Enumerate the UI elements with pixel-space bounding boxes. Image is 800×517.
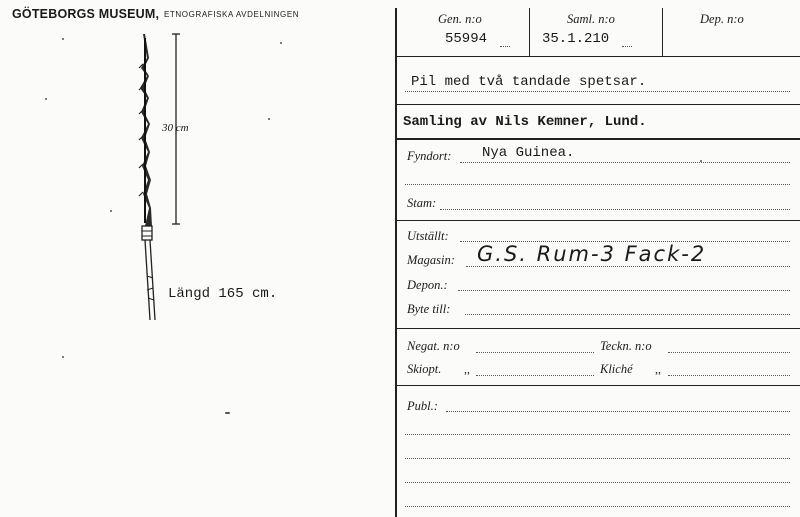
dotted-line <box>405 91 790 92</box>
department-name: ETNOGRAFISKA AVDELNINGEN <box>164 10 300 19</box>
divider <box>529 8 530 56</box>
dotted-line <box>460 162 790 163</box>
paper-speck <box>62 38 64 40</box>
saml-no-value: 35.1.210 <box>542 31 610 47</box>
paper-speck <box>700 160 702 162</box>
dotted-line <box>405 482 790 483</box>
dotted-line <box>622 46 632 47</box>
dotted-line <box>500 46 510 47</box>
divider <box>395 385 800 386</box>
skiopt-ditto: ,, <box>464 362 470 376</box>
dotted-line <box>440 209 790 210</box>
dotted-line <box>668 352 790 353</box>
fyndort-value: Nya Guinea. <box>482 145 575 161</box>
dep-no-label: Dep. n:o <box>700 12 744 26</box>
collection-text: Samling av Nils Kemner, Lund. <box>403 114 647 130</box>
paper-speck <box>62 356 64 358</box>
dotted-line <box>405 434 790 435</box>
magasin-label: Magasin: <box>407 253 455 267</box>
gen-no-label: Gen. n:o <box>438 12 482 26</box>
museum-name: GÖTEBORGS MUSEUM, <box>12 7 160 21</box>
dotted-line <box>465 314 790 315</box>
scale-label: 30 cm <box>162 122 189 134</box>
paper-speck <box>45 98 47 100</box>
byte-till-label: Byte till: <box>407 302 451 316</box>
divider <box>395 56 800 57</box>
divider <box>395 104 800 105</box>
dotted-line <box>405 506 790 507</box>
divider <box>662 8 663 56</box>
paper-speck <box>110 210 112 212</box>
magasin-value: G.S. Rum-3 Fack-2 <box>477 242 707 266</box>
divider <box>395 138 800 140</box>
dotted-line <box>466 266 790 267</box>
dotted-line <box>668 375 790 376</box>
divider <box>395 220 800 221</box>
dotted-line <box>476 375 594 376</box>
dotted-line <box>405 184 790 185</box>
utstallt-label: Utställt: <box>407 229 449 243</box>
arrow-drawing <box>125 28 195 328</box>
paper-speck <box>225 412 230 414</box>
publ-label: Publ.: <box>407 399 438 413</box>
dotted-line <box>405 458 790 459</box>
kliche-ditto: ,, <box>655 362 661 376</box>
depon-label: Depon.: <box>407 278 448 292</box>
object-description: Pil med två tandade spetsar. <box>411 74 647 90</box>
teckn-no-label: Teckn. n:o <box>600 339 652 353</box>
fyndort-label: Fyndort: <box>407 149 452 163</box>
card-border-left <box>395 8 397 517</box>
divider <box>395 328 800 329</box>
paper-speck <box>268 118 270 120</box>
paper-speck <box>280 42 282 44</box>
dotted-line <box>446 411 790 412</box>
gen-no-value: 55994 <box>445 31 488 47</box>
negat-no-label: Negat. n:o <box>407 339 460 353</box>
skiopt-label: Skiopt. <box>407 362 442 376</box>
dotted-line <box>476 352 594 353</box>
saml-no-label: Saml. n:o <box>567 12 615 26</box>
length-text: Längd 165 cm. <box>168 286 278 302</box>
kliche-label: Kliché <box>600 362 633 376</box>
stam-label: Stam: <box>407 196 437 210</box>
dotted-line <box>458 290 790 291</box>
